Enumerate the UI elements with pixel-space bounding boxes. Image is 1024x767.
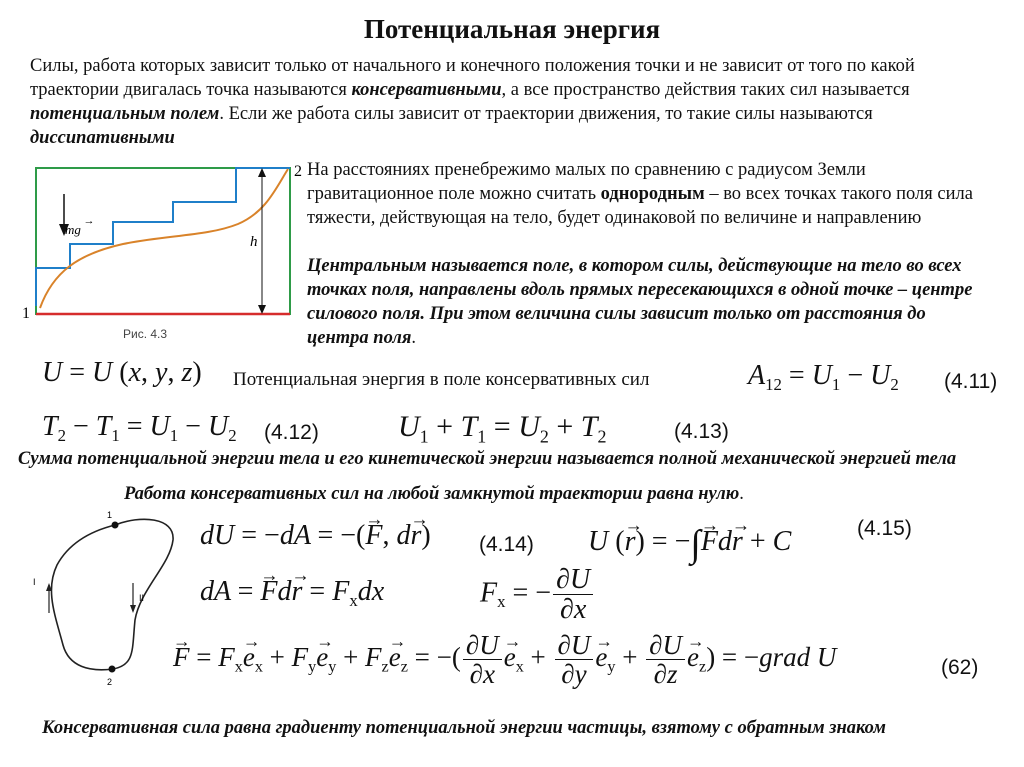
formula-4-15: U (→ r) = −∫→ Fd→ r + C bbox=[588, 522, 791, 566]
formula-4-12: $T_2 - T_1 = U_1 - U_2$ bbox=[42, 411, 237, 445]
page-title: Потенциальная энергия bbox=[363, 14, 661, 44]
loop-point-2 bbox=[109, 666, 116, 673]
loop-path bbox=[51, 519, 173, 670]
force-label: mg bbox=[65, 222, 81, 237]
formula-62: → $F = F_x\to e_x + F_y\to e_y + F_z\to e_z$ = −( $\frac{\partial U}{\partial x}$ → $e_x$ + $\frac{\partial U}{\partial y}$ → $e_y$ + $\frac{\partial U}{\partial z}$ → $e_z$) = −grad U bbox=[173, 631, 836, 689]
term-dissipative: диссипативными bbox=[30, 128, 175, 148]
figure-caption: Рис. 4.3 bbox=[123, 327, 168, 341]
central-field-text: Центральным называется поле, в котором силы, действующие на тело во всех точках поля, направлены вдоль прямых пересекающихся в одной точке – центре силового поля. При этом величина силы зависит только от расстояния до центра поля bbox=[307, 256, 973, 348]
closed-path-paragraph bbox=[124, 482, 904, 506]
figure-4-3-drawing bbox=[18, 160, 303, 345]
height-label: h bbox=[250, 234, 258, 250]
loop-point-1 bbox=[112, 522, 119, 529]
formula-da: dA = → $Fd\to r = F_xdx$ bbox=[200, 576, 384, 611]
eq-number-4-14: (4.14) bbox=[479, 533, 534, 556]
formula-fx: $F_x$ = − $\frac{\partial U}{\partial x}$ bbox=[480, 565, 595, 625]
central-field-end: . bbox=[411, 328, 417, 348]
formula-4-13: $U_1 + T_1 = U_2 + T_2$ bbox=[398, 410, 607, 447]
path-1-label: I bbox=[33, 577, 36, 587]
intro-text-2: , а все пространство действия таких сил называется bbox=[501, 80, 910, 100]
closed-loop-drawing bbox=[25, 505, 190, 690]
uniform-field-paragraph bbox=[307, 158, 987, 230]
closed-path-text: Работа консервативных сил на любой замкнутой траектории равна нулю bbox=[124, 484, 740, 504]
eq-number-4-15: (4.15) bbox=[857, 517, 912, 540]
eq-number-62: (62) bbox=[941, 656, 979, 679]
formula-4-14: dU = −dA = −(→ F, d→ r) bbox=[200, 520, 431, 552]
intro-text-1: Силы, работа которых зависит только от начального и конечного положения точки и не зависит от того по какой траектории двигалась точка называются bbox=[30, 56, 915, 100]
figure-4-3 bbox=[18, 160, 303, 345]
uniform-text-2: – во всех точках такого поля сила тяжести, действующая на тело, будет одинаковой по величине и направлению bbox=[307, 184, 973, 228]
formula-4-11: $A_{12} = U_1 - U_2$ bbox=[748, 360, 899, 394]
loop-point-2-label: 2 bbox=[107, 677, 113, 687]
path-2-label: II bbox=[139, 593, 145, 603]
potential-energy-label: Потенциальная энергия в поле консервативных сил bbox=[233, 369, 650, 390]
loop-point-1-label: 1 bbox=[107, 510, 113, 520]
eq-number-4-12: (4.12) bbox=[264, 421, 319, 444]
formula-u-xyz: U = U (x, y, z) bbox=[42, 357, 202, 388]
term-conservative: консервативными bbox=[351, 80, 502, 100]
term-potential-field: потенциальным полем bbox=[30, 104, 220, 124]
full-energy-statement: Сумма потенциальной энергии тела и его кинетической энергии называется полной механической энергией тела bbox=[18, 449, 957, 469]
svg-text:→: → bbox=[83, 215, 95, 227]
closed-path-end: . bbox=[739, 484, 744, 504]
closed-loop-figure bbox=[25, 505, 190, 690]
intro-paragraph bbox=[30, 54, 975, 150]
eq-number-4-11: (4.11) bbox=[944, 370, 998, 393]
uniform-text-1: На расстояниях пренебрежимо малых по сравнению с радиусом Земли гравитационное поле можно считать bbox=[307, 160, 866, 204]
intro-text-3: . Если же работа силы зависит от траектории движения, то такие силы называются bbox=[219, 104, 873, 124]
eq-number-4-13: (4.13) bbox=[674, 420, 729, 443]
conclusion-statement: Консервативная сила равна градиенту потенциальной энергии частицы, взятому с обратным знаком bbox=[42, 718, 886, 738]
term-uniform: однородным bbox=[600, 184, 705, 204]
point-1-label: 1 bbox=[22, 305, 30, 322]
central-field-paragraph bbox=[307, 254, 987, 350]
point-2-label: 2 bbox=[294, 163, 302, 180]
